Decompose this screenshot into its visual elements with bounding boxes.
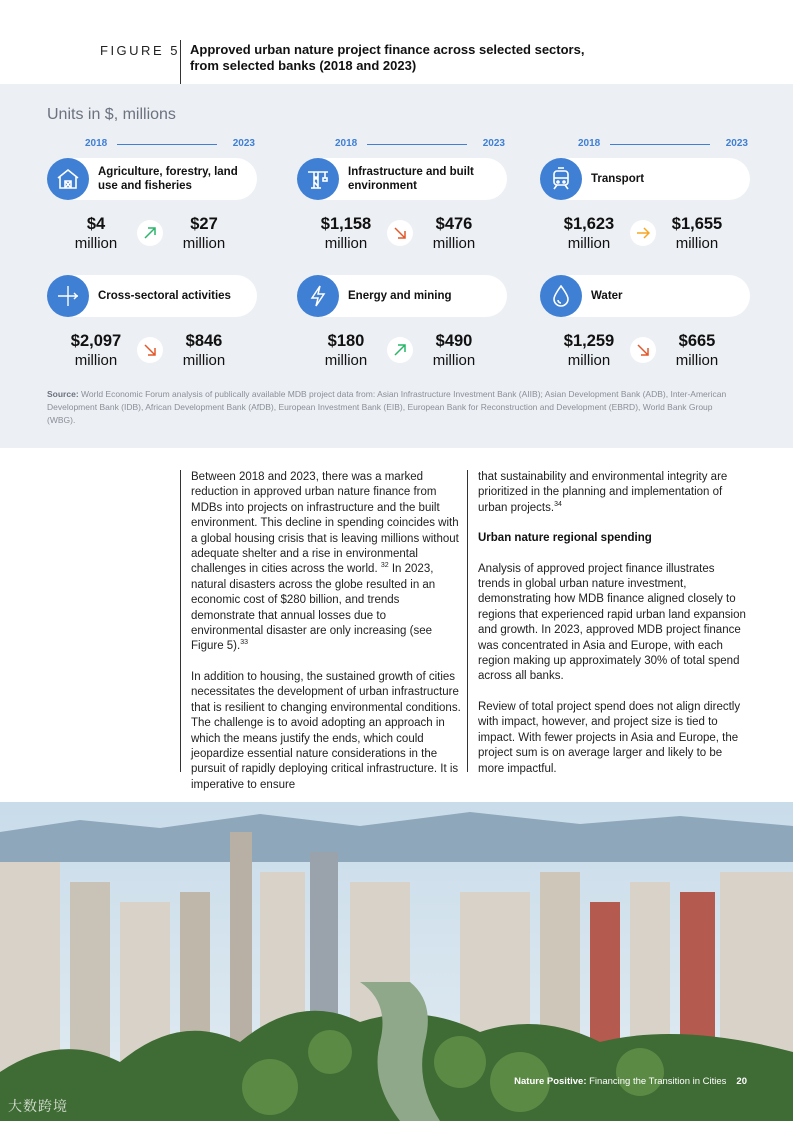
year-start: 2018 — [85, 138, 108, 149]
year-end: 2023 — [482, 138, 505, 149]
value-2018: $2,097 million — [70, 332, 122, 369]
value-2018: $1,158 million — [320, 215, 372, 252]
crossroads-icon — [47, 275, 89, 317]
paragraph: Review of total project spend does not align directly with impact, however, and project size is tied to impact. With fewer projects in Asia and Europe, the project sum is on average larger and likely to be more impactful. — [478, 700, 741, 775]
value-2023: $476 million — [432, 215, 476, 252]
paragraph: that sustainability and environmental integrity are prioritized in the planning and implementation of urban projects.$^{34}$ — [478, 471, 728, 514]
paragraph: In addition to housing, the sustained growth of cities necessitates the development of urban infrastructure that is resilient to changing environmental conditions. The challenge is to avoid adopting an approach in which the means justify the ends, which could jeopardize essential nature considerations in the pursuit of rapidly deploying critical infrastructure. It is imperative to ensure — [191, 670, 461, 791]
sector-name: Water — [591, 290, 623, 302]
figure-divider — [180, 40, 181, 84]
sector-name: Agriculture, forestry, land use and fisheries — [98, 166, 238, 192]
year-end: 2023 — [725, 138, 748, 149]
crane-icon — [297, 158, 339, 200]
train-icon — [540, 158, 582, 200]
source-note: Source: World Economic Forum analysis of publically available MDB project data from: Asian Infrastructure Investment Bank (AIIB); Asian Development Bank (ADB), Inter-American Development Bank (IDB), African Development Bank (AfDB), European Investment Bank (EIB), European Bank for Reconstruction and Development (EBRD), World Bank Group (WBG). — [47, 389, 727, 425]
watermark: 大数跨境 — [8, 1098, 68, 1114]
figure-panel — [0, 84, 793, 448]
value-2018: $180 million — [324, 332, 368, 369]
city-photo — [0, 802, 793, 1121]
lightning-icon — [297, 275, 339, 317]
units-label: Units in $, millions — [47, 106, 176, 123]
sector-name: Energy and mining — [348, 290, 452, 302]
sector-pill — [297, 158, 507, 200]
sector-pill — [47, 158, 257, 200]
year-end: 2023 — [232, 138, 255, 149]
value-2023: $665 million — [675, 332, 719, 369]
page-number: 20 — [736, 1076, 747, 1087]
sector-pill — [540, 275, 750, 317]
year-line — [610, 144, 710, 145]
figure-header — [0, 0, 793, 84]
year-line — [117, 144, 217, 145]
value-2018: $1,259 million — [563, 332, 615, 369]
left-column — [191, 470, 461, 808]
figure-title: Approved urban nature project finance across selected sectors, from selected banks (2018 and 2023) — [190, 42, 585, 73]
left-column-rule — [180, 470, 181, 772]
figure-label: FIGURE 5 — [100, 43, 180, 58]
value-2023: $1,655 million — [671, 215, 723, 252]
value-2023: $846 million — [182, 332, 226, 369]
barn-icon — [47, 158, 89, 200]
right-column-rule — [467, 470, 468, 772]
right-column — [478, 470, 748, 792]
paragraph: Analysis of approved project finance illustrates trends in global urban nature investment, demonstrating how MDB finance aligned closely to regions that experienced rapid urban land expansion and growth. In 2023, approved MDB project finance was concentrated in Asia and Europe, with each region making up approximately 30% of total spend across all banks. — [478, 562, 746, 683]
sector-name: Cross-sectoral activities — [98, 290, 231, 302]
year-range — [335, 138, 505, 152]
value-2018: $4 million — [74, 215, 118, 252]
year-range — [578, 138, 748, 152]
sector-pill — [297, 275, 507, 317]
sector-pill — [540, 158, 750, 200]
section-heading: Urban nature regional spending — [478, 532, 652, 545]
year-range — [85, 138, 255, 152]
value-2023: $27 million — [182, 215, 226, 252]
year-start: 2018 — [335, 138, 358, 149]
water-drop-icon — [540, 275, 582, 317]
year-line — [367, 144, 467, 145]
year-start: 2018 — [578, 138, 601, 149]
paragraph: Between 2018 and 2023, there was a marked reduction in approved urban nature finance from MDBs into projects on infrastructure and the built environment. This decline in spending coincides with a global housing crisis that is leaving millions without adequate shelter and a rise in environmental challenges in cities across the world. $^{32}$ In 2023, natural disasters across the globe resulted in an economic cost of $280 billion, and trends demonstrate that annual losses due to environmental disaster are only increasing (see Figure 5).$^{33}$ — [191, 471, 459, 653]
value-2023: $490 million — [432, 332, 476, 369]
sector-pill — [47, 275, 257, 317]
sector-name: Infrastructure and built environment — [348, 166, 474, 192]
value-2018: $1,623 million — [563, 215, 615, 252]
sector-name: Transport — [591, 173, 645, 185]
page-footer: Nature Positive: Financing the Transition in Cities 20 — [514, 1076, 747, 1087]
